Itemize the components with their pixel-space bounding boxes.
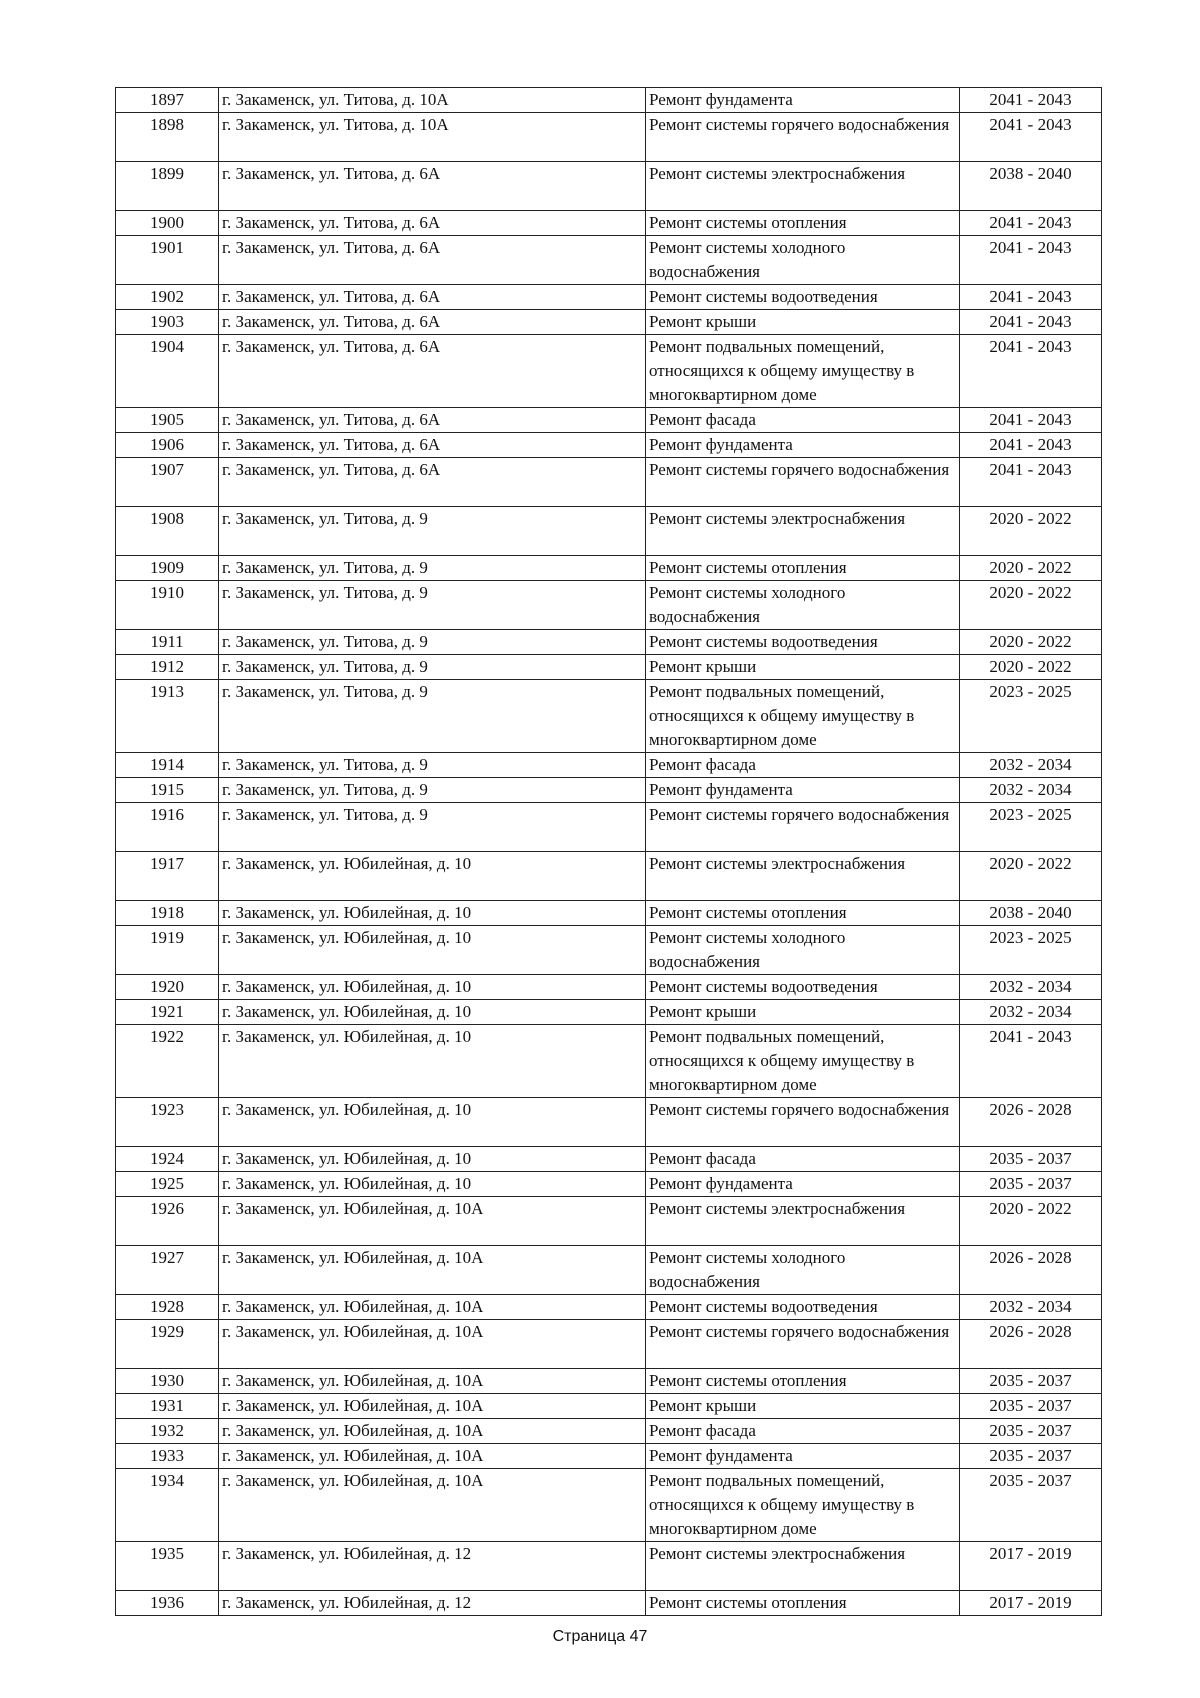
work-type-cell: Ремонт системы горячего водоснабжения: [646, 113, 960, 162]
period-cell: 2020 - 2022: [960, 581, 1102, 630]
work-type-cell: Ремонт системы холодного водоснабжения: [646, 581, 960, 630]
period-cell: 2035 - 2037: [960, 1419, 1102, 1444]
address-cell: г. Закаменск, ул. Юбилейная, д. 10: [219, 1098, 646, 1147]
row-number-cell: 1916: [116, 803, 219, 852]
address-cell: г. Закаменск, ул. Юбилейная, д. 10: [219, 1000, 646, 1025]
period-cell: 2026 - 2028: [960, 1098, 1102, 1147]
period-cell: 2032 - 2034: [960, 753, 1102, 778]
table-row: [116, 1147, 1102, 1172]
work-type-cell: Ремонт системы водоотведения: [646, 1295, 960, 1320]
period-cell: 2035 - 2037: [960, 1394, 1102, 1419]
row-number-cell: 1897: [116, 88, 219, 113]
table-row: [116, 335, 1102, 408]
address-cell: г. Закаменск, ул. Юбилейная, д. 10А: [219, 1197, 646, 1246]
table-row: [116, 1444, 1102, 1469]
work-type-cell: Ремонт системы электроснабжения: [646, 1542, 960, 1591]
address-cell: г. Закаменск, ул. Юбилейная, д. 12: [219, 1591, 646, 1616]
row-number-cell: 1898: [116, 113, 219, 162]
work-type-cell: Ремонт системы отопления: [646, 211, 960, 236]
row-number-cell: 1906: [116, 433, 219, 458]
address-cell: г. Закаменск, ул. Титова, д. 10А: [219, 88, 646, 113]
table-row: [116, 1000, 1102, 1025]
table-row: [116, 680, 1102, 753]
address-cell: г. Закаменск, ул. Титова, д. 6А: [219, 285, 646, 310]
row-number-cell: 1930: [116, 1369, 219, 1394]
row-number-cell: 1931: [116, 1394, 219, 1419]
address-cell: г. Закаменск, ул. Юбилейная, д. 10: [219, 926, 646, 975]
address-cell: г. Закаменск, ул. Юбилейная, д. 10А: [219, 1295, 646, 1320]
period-cell: 2041 - 2043: [960, 408, 1102, 433]
table-row: [116, 630, 1102, 655]
table-row: [116, 753, 1102, 778]
period-cell: 2020 - 2022: [960, 507, 1102, 556]
address-cell: г. Закаменск, ул. Титова, д. 10А: [219, 113, 646, 162]
address-cell: г. Закаменск, ул. Титова, д. 9: [219, 507, 646, 556]
address-cell: г. Закаменск, ул. Юбилейная, д. 10А: [219, 1469, 646, 1542]
period-cell: 2017 - 2019: [960, 1591, 1102, 1616]
address-cell: г. Закаменск, ул. Титова, д. 9: [219, 630, 646, 655]
address-cell: г. Закаменск, ул. Титова, д. 9: [219, 556, 646, 581]
table-row: [116, 1197, 1102, 1246]
address-cell: г. Закаменск, ул. Титова, д. 9: [219, 778, 646, 803]
table-row: [116, 162, 1102, 211]
work-type-cell: Ремонт фасада: [646, 753, 960, 778]
table-row: [116, 581, 1102, 630]
address-cell: г. Закаменск, ул. Титова, д. 9: [219, 753, 646, 778]
table-row: [116, 433, 1102, 458]
work-type-cell: Ремонт системы холодного водоснабжения: [646, 1246, 960, 1295]
table-row: [116, 975, 1102, 1000]
table-row: [116, 1369, 1102, 1394]
address-cell: г. Закаменск, ул. Титова, д. 6А: [219, 162, 646, 211]
row-number-cell: 1926: [116, 1197, 219, 1246]
table-row: [116, 88, 1102, 113]
table-row: [116, 458, 1102, 507]
work-type-cell: Ремонт фундамента: [646, 1172, 960, 1197]
table-row: [116, 901, 1102, 926]
table-row: [116, 310, 1102, 335]
table-row: [116, 778, 1102, 803]
table-row: [116, 1591, 1102, 1616]
table-row: [116, 1320, 1102, 1369]
row-number-cell: 1907: [116, 458, 219, 507]
address-cell: г. Закаменск, ул. Юбилейная, д. 10: [219, 975, 646, 1000]
address-cell: г. Закаменск, ул. Титова, д. 9: [219, 655, 646, 680]
work-type-cell: Ремонт системы холодного водоснабжения: [646, 236, 960, 285]
period-cell: 2041 - 2043: [960, 211, 1102, 236]
period-cell: 2038 - 2040: [960, 162, 1102, 211]
table-row: [116, 1025, 1102, 1098]
row-number-cell: 1901: [116, 236, 219, 285]
table-row: [116, 1419, 1102, 1444]
row-number-cell: 1927: [116, 1246, 219, 1295]
work-type-cell: Ремонт системы горячего водоснабжения: [646, 803, 960, 852]
period-cell: 2041 - 2043: [960, 1025, 1102, 1098]
table-row: [116, 1295, 1102, 1320]
period-cell: 2041 - 2043: [960, 88, 1102, 113]
table-row: [116, 803, 1102, 852]
period-cell: 2026 - 2028: [960, 1320, 1102, 1369]
period-cell: 2041 - 2043: [960, 433, 1102, 458]
row-number-cell: 1917: [116, 852, 219, 901]
work-type-cell: Ремонт фасада: [646, 1147, 960, 1172]
table-row: [116, 1098, 1102, 1147]
address-cell: г. Закаменск, ул. Титова, д. 6А: [219, 458, 646, 507]
period-cell: 2041 - 2043: [960, 458, 1102, 507]
work-type-cell: Ремонт фасада: [646, 408, 960, 433]
period-cell: 2032 - 2034: [960, 975, 1102, 1000]
address-cell: г. Закаменск, ул. Юбилейная, д. 10: [219, 1172, 646, 1197]
period-cell: 2041 - 2043: [960, 113, 1102, 162]
row-number-cell: 1929: [116, 1320, 219, 1369]
table-row: [116, 1246, 1102, 1295]
work-type-cell: Ремонт системы электроснабжения: [646, 852, 960, 901]
period-cell: 2035 - 2037: [960, 1147, 1102, 1172]
row-number-cell: 1925: [116, 1172, 219, 1197]
row-number-cell: 1919: [116, 926, 219, 975]
address-cell: г. Закаменск, ул. Титова, д. 6А: [219, 408, 646, 433]
period-cell: 2041 - 2043: [960, 236, 1102, 285]
work-type-cell: Ремонт подвальных помещений, относящихся к общему имуществу в многоквартирном доме: [646, 335, 960, 408]
row-number-cell: 1905: [116, 408, 219, 433]
period-cell: 2038 - 2040: [960, 901, 1102, 926]
address-cell: г. Закаменск, ул. Юбилейная, д. 10А: [219, 1444, 646, 1469]
row-number-cell: 1918: [116, 901, 219, 926]
period-cell: 2026 - 2028: [960, 1246, 1102, 1295]
address-cell: г. Закаменск, ул. Титова, д. 9: [219, 803, 646, 852]
row-number-cell: 1899: [116, 162, 219, 211]
period-cell: 2020 - 2022: [960, 556, 1102, 581]
address-cell: г. Закаменск, ул. Юбилейная, д. 10А: [219, 1369, 646, 1394]
period-cell: 2035 - 2037: [960, 1369, 1102, 1394]
work-type-cell: Ремонт системы электроснабжения: [646, 1197, 960, 1246]
period-cell: 2020 - 2022: [960, 1197, 1102, 1246]
table-row: [116, 1172, 1102, 1197]
row-number-cell: 1928: [116, 1295, 219, 1320]
table-body: [116, 88, 1102, 1616]
table-row: [116, 655, 1102, 680]
work-type-cell: Ремонт подвальных помещений, относящихся к общему имуществу в многоквартирном доме: [646, 1025, 960, 1098]
row-number-cell: 1933: [116, 1444, 219, 1469]
period-cell: 2035 - 2037: [960, 1444, 1102, 1469]
work-type-cell: Ремонт фундамента: [646, 778, 960, 803]
work-type-cell: Ремонт системы отопления: [646, 1369, 960, 1394]
row-number-cell: 1923: [116, 1098, 219, 1147]
work-type-cell: Ремонт фундамента: [646, 88, 960, 113]
address-cell: г. Закаменск, ул. Юбилейная, д. 10А: [219, 1320, 646, 1369]
work-type-cell: Ремонт фасада: [646, 1419, 960, 1444]
row-number-cell: 1913: [116, 680, 219, 753]
work-type-cell: Ремонт системы электроснабжения: [646, 507, 960, 556]
period-cell: 2041 - 2043: [960, 335, 1102, 408]
work-type-cell: Ремонт системы электроснабжения: [646, 162, 960, 211]
table-row: [116, 507, 1102, 556]
row-number-cell: 1903: [116, 310, 219, 335]
row-number-cell: 1911: [116, 630, 219, 655]
work-type-cell: Ремонт системы холодного водоснабжения: [646, 926, 960, 975]
period-cell: 2023 - 2025: [960, 926, 1102, 975]
address-cell: г. Закаменск, ул. Титова, д. 6А: [219, 236, 646, 285]
address-cell: г. Закаменск, ул. Титова, д. 9: [219, 581, 646, 630]
row-number-cell: 1902: [116, 285, 219, 310]
address-cell: г. Закаменск, ул. Титова, д. 9: [219, 680, 646, 753]
work-type-cell: Ремонт системы отопления: [646, 556, 960, 581]
table-row: [116, 1542, 1102, 1591]
work-type-cell: Ремонт системы отопления: [646, 1591, 960, 1616]
address-cell: г. Закаменск, ул. Юбилейная, д. 10: [219, 852, 646, 901]
table-row: [116, 113, 1102, 162]
work-type-cell: Ремонт системы горячего водоснабжения: [646, 458, 960, 507]
table-row: [116, 211, 1102, 236]
work-type-cell: Ремонт системы водоотведения: [646, 975, 960, 1000]
table-row: [116, 926, 1102, 975]
address-cell: г. Закаменск, ул. Юбилейная, д. 10: [219, 1147, 646, 1172]
period-cell: 2023 - 2025: [960, 680, 1102, 753]
period-cell: 2023 - 2025: [960, 803, 1102, 852]
address-cell: г. Закаменск, ул. Юбилейная, д. 10: [219, 1025, 646, 1098]
work-type-cell: Ремонт системы горячего водоснабжения: [646, 1320, 960, 1369]
work-type-cell: Ремонт крыши: [646, 655, 960, 680]
period-cell: 2035 - 2037: [960, 1469, 1102, 1542]
address-cell: г. Закаменск, ул. Юбилейная, д. 10: [219, 901, 646, 926]
row-number-cell: 1900: [116, 211, 219, 236]
work-type-cell: Ремонт системы отопления: [646, 901, 960, 926]
work-type-cell: Ремонт системы водоотведения: [646, 630, 960, 655]
row-number-cell: 1921: [116, 1000, 219, 1025]
table-row: [116, 1469, 1102, 1542]
work-type-cell: Ремонт крыши: [646, 310, 960, 335]
row-number-cell: 1924: [116, 1147, 219, 1172]
period-cell: 2020 - 2022: [960, 630, 1102, 655]
address-cell: г. Закаменск, ул. Титова, д. 6А: [219, 211, 646, 236]
row-number-cell: 1920: [116, 975, 219, 1000]
table-row: [116, 852, 1102, 901]
address-cell: г. Закаменск, ул. Титова, д. 6А: [219, 335, 646, 408]
period-cell: 2041 - 2043: [960, 310, 1102, 335]
table-row: [116, 236, 1102, 285]
period-cell: 2032 - 2034: [960, 778, 1102, 803]
address-cell: г. Закаменск, ул. Юбилейная, д. 12: [219, 1542, 646, 1591]
row-number-cell: 1922: [116, 1025, 219, 1098]
row-number-cell: 1912: [116, 655, 219, 680]
table-row: [116, 408, 1102, 433]
row-number-cell: 1909: [116, 556, 219, 581]
period-cell: 2041 - 2043: [960, 285, 1102, 310]
address-cell: г. Закаменск, ул. Юбилейная, д. 10А: [219, 1419, 646, 1444]
work-type-cell: Ремонт подвальных помещений, относящихся к общему имуществу в многоквартирном доме: [646, 1469, 960, 1542]
period-cell: 2020 - 2022: [960, 655, 1102, 680]
page-number: Страница 47: [552, 1628, 648, 1645]
work-type-cell: Ремонт фундамента: [646, 433, 960, 458]
work-type-cell: Ремонт крыши: [646, 1000, 960, 1025]
period-cell: 2017 - 2019: [960, 1542, 1102, 1591]
period-cell: 2032 - 2034: [960, 1295, 1102, 1320]
work-type-cell: Ремонт системы водоотведения: [646, 285, 960, 310]
row-number-cell: 1914: [116, 753, 219, 778]
repair-schedule-table: [115, 87, 1102, 1616]
work-type-cell: Ремонт подвальных помещений, относящихся к общему имуществу в многоквартирном доме: [646, 680, 960, 753]
period-cell: 2032 - 2034: [960, 1000, 1102, 1025]
row-number-cell: 1915: [116, 778, 219, 803]
table-row: [116, 556, 1102, 581]
period-cell: 2020 - 2022: [960, 852, 1102, 901]
row-number-cell: 1936: [116, 1591, 219, 1616]
work-type-cell: Ремонт фундамента: [646, 1444, 960, 1469]
address-cell: г. Закаменск, ул. Юбилейная, д. 10А: [219, 1394, 646, 1419]
address-cell: г. Закаменск, ул. Титова, д. 6А: [219, 433, 646, 458]
address-cell: г. Закаменск, ул. Титова, д. 6А: [219, 310, 646, 335]
row-number-cell: 1932: [116, 1419, 219, 1444]
table-row: [116, 285, 1102, 310]
row-number-cell: 1934: [116, 1469, 219, 1542]
address-cell: г. Закаменск, ул. Юбилейная, д. 10А: [219, 1246, 646, 1295]
period-cell: 2035 - 2037: [960, 1172, 1102, 1197]
table-row: [116, 1394, 1102, 1419]
work-type-cell: Ремонт системы горячего водоснабжения: [646, 1098, 960, 1147]
row-number-cell: 1935: [116, 1542, 219, 1591]
row-number-cell: 1904: [116, 335, 219, 408]
row-number-cell: 1908: [116, 507, 219, 556]
row-number-cell: 1910: [116, 581, 219, 630]
work-type-cell: Ремонт крыши: [646, 1394, 960, 1419]
